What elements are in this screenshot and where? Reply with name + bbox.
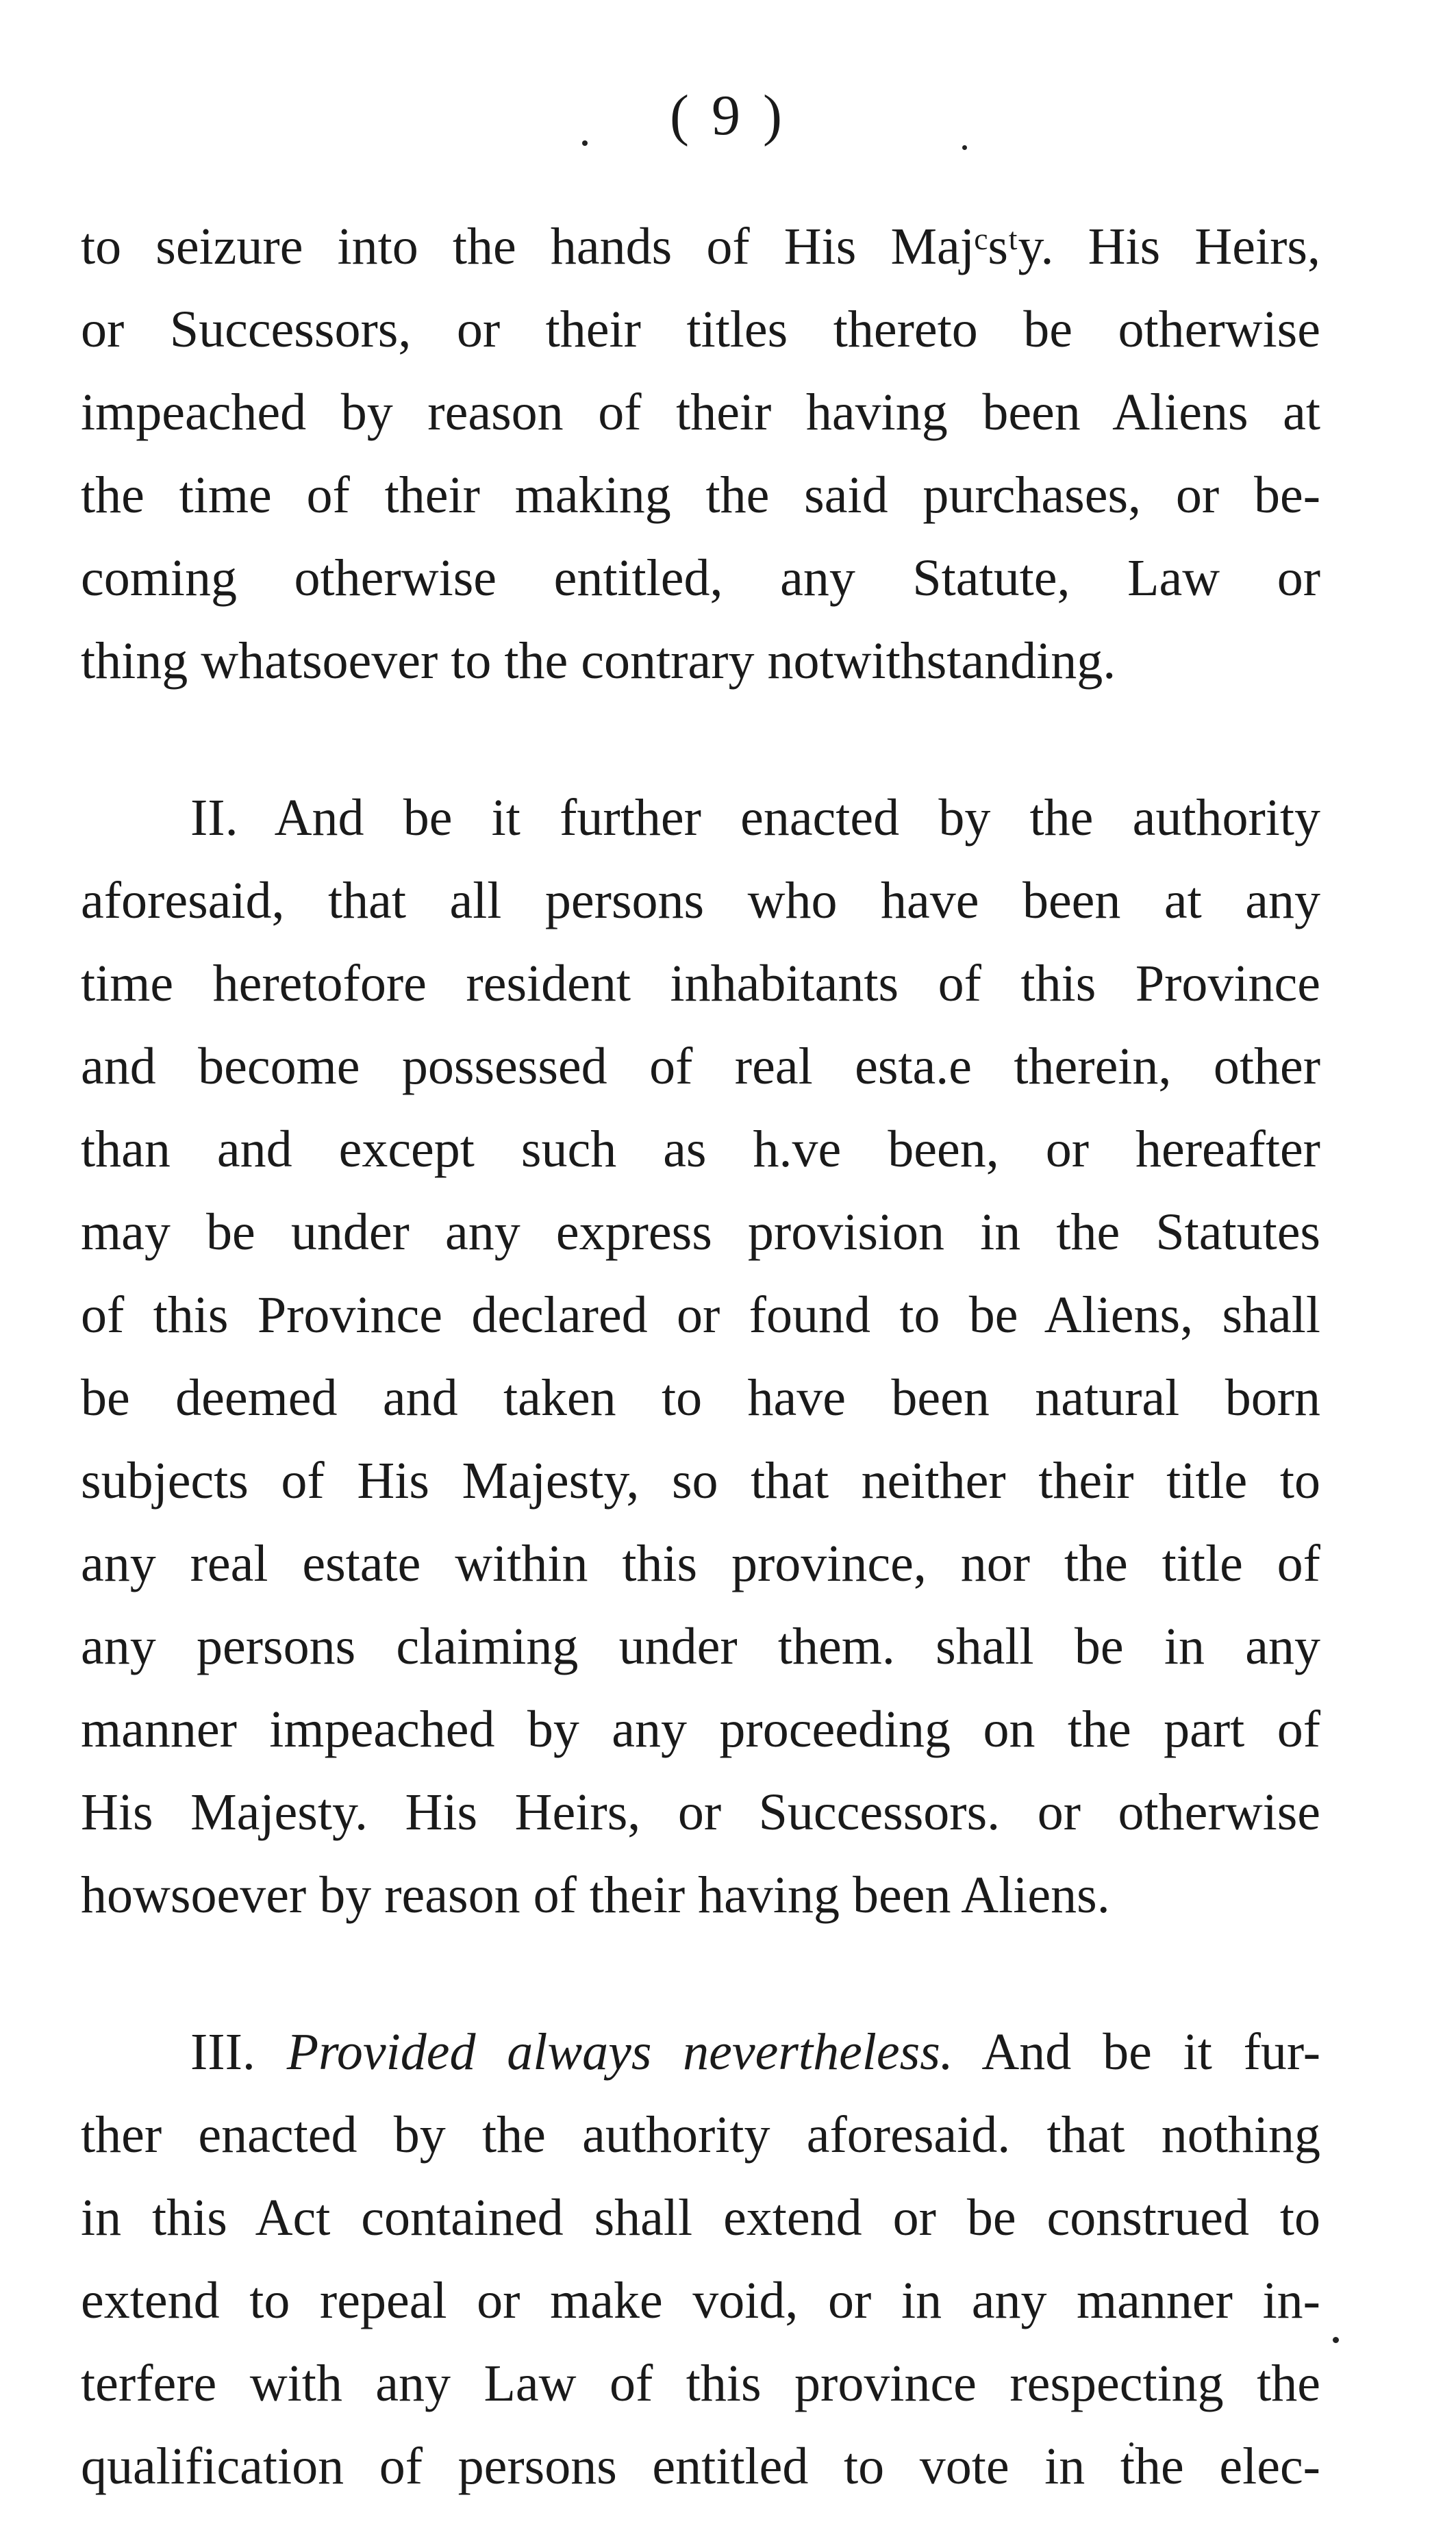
text-line: thing whatsoever to the contrary notwithstanding.	[81, 632, 1116, 690]
text-line: to seizure into the hands of His Majᶜsᵗy. His Heirs,	[81, 218, 1320, 275]
text-line: time heretofore resident inhabitants of this Province	[81, 955, 1320, 1012]
print-speck	[1333, 2337, 1339, 2343]
text-line: be deemed and taken to have been natural born	[81, 1369, 1320, 1427]
section-numeral: III.	[190, 2023, 255, 2081]
text-line: any real estate within this province, nor the title of	[81, 1535, 1320, 1592]
paragraph-1	[81, 205, 1320, 703]
text-line: manner impeached by any proceeding on the part of	[81, 1701, 1320, 1758]
text-line: subjects of His Majesty, so that neither their title to	[81, 1452, 1320, 1510]
text-line: howsoever by reason of their having been Aliens.	[81, 1866, 1110, 1924]
text-line	[81, 2011, 1320, 2094]
text-line: II. And be it further enacted by the authority	[190, 789, 1320, 847]
page-number: ( 9 )	[670, 84, 786, 147]
italic-phrase: Provided always nevertheless.	[286, 2023, 953, 2081]
text-line: coming otherwise entitled, any Statute, Law or	[81, 549, 1320, 607]
text-line: impeached by reason of their having been Aliens at	[81, 384, 1320, 441]
text-line: and become possessed of real esta.e therein, other	[81, 1038, 1320, 1095]
text-line: in this Act contained shall extend or be construed to	[81, 2189, 1320, 2247]
text-line: any persons claiming under them. shall be in any	[81, 1618, 1320, 1675]
text-line: extend to repeal or make void, or in any manner in-	[81, 2272, 1320, 2329]
text-line: terfere with any Law of this province respecting the	[81, 2355, 1320, 2412]
text-line: aforesaid, that all persons who have been at any	[81, 872, 1320, 929]
print-speck	[582, 140, 588, 146]
text-line: may be under any express provision in the Statutes	[81, 1203, 1320, 1261]
paragraph-2	[81, 777, 1320, 1937]
line-continuation: And be it fur-	[981, 2023, 1321, 2081]
text-line: qualification of persons entitled to vote in the elec-	[81, 2438, 1320, 2495]
print-speck	[962, 145, 967, 150]
text-line: His Majesty. His Heirs, or Successors. or otherwise	[81, 1784, 1320, 1841]
text-line: the time of their making the said purchases, or be-	[81, 466, 1320, 524]
text-line: of this Province declared or found to be Aliens, shall	[81, 1286, 1320, 1344]
text-line: or Successors, or their titles thereto be otherwise	[81, 301, 1320, 358]
paragraph-3	[81, 2011, 1320, 2508]
text-line: than and except such as h.ve been, or hereafter	[81, 1121, 1320, 1178]
text-line: ther enacted by the authority aforesaid. that nothing	[81, 2106, 1320, 2164]
body-text	[81, 205, 1320, 2508]
